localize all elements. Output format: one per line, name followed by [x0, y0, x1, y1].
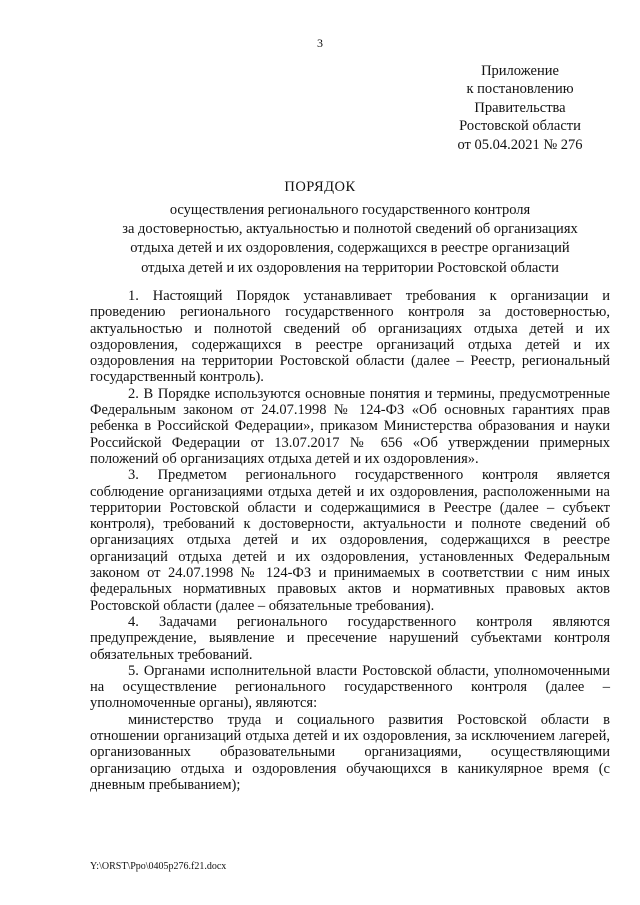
- paragraph-2: 2. В Порядке используются основные понятия и термины, предусмотренные Федеральным законом от 24.07.1998 № 124-ФЗ «Об основных гарантиях прав ребенка в Российской Федерации», приказом Министерства образования и науки Российской Федерации от 13.07.2017 № 656 «Об утверждении примерных положений об организациях отдыха детей и их оздоровления».: [90, 385, 610, 467]
- subtitle-line: за достоверностью, актуальностью и полнотой сведений об организациях: [122, 221, 578, 238]
- paragraph-5: 5. Органами исполнительной власти Ростовской области, уполномоченными на осуществление регионального государственного контроля (далее – уполномоченные органы), являются:: [90, 662, 610, 712]
- document-body: [90, 288, 610, 793]
- appendix-line: Ростовской области: [459, 118, 581, 135]
- document-title: ПОРЯДОК: [284, 179, 356, 195]
- paragraph-6: министерство труда и социального развития Ростовской области в отношении организаций отдыха детей и их оздоровления, за исключением лагерей, организованных образовательными организациями, осуществляющими организацию отдыха и оздоровления обучающихся в каникулярное время (с дневным пребыванием);: [90, 711, 610, 793]
- subtitle-line: осуществления регионального государственного контроля: [169, 202, 531, 218]
- paragraph-4: 4. Задачами регионального государственного контроля являются предупреждение, выявление и пресечение нарушений субъектами контроля обязательных требований.: [90, 613, 610, 663]
- paragraph-1: 1. Настоящий Порядок устанавливает требования к организации и проведению регионального государственного контроля за достоверностью, актуальностью и полнотой сведений об организациях отдыха детей и их оздоровления, содержащихся в реестре организаций отдыха детей и их оздоровления на территории Ростовской области (далее – Реестр, региональный государственный контроль).: [90, 288, 610, 386]
- document-subtitle: [90, 201, 610, 278]
- appendix-line: от 05.04.2021 № 276: [457, 136, 583, 153]
- subtitle-line: отдыха детей и их оздоровления, содержащихся в реестре организаций: [130, 240, 570, 257]
- page-number: 3: [317, 36, 323, 50]
- footer-file-path: Y:\ORST\Ppo\0405p276.f21.docx: [90, 861, 227, 872]
- appendix-line: Приложение: [481, 63, 559, 79]
- appendix-line: Правительства: [474, 99, 566, 116]
- paragraph-3: 3. Предметом регионального государственного контроля является соблюдение организациями отдыха детей и их оздоровления, расположенными на территории Ростовской области и содержащимися в Реестре (далее – субъект контроля), требований к достоверности, актуальности и полноте сведений об организациях отдыха детей и их оздоровления, содержащихся в реестре организаций отдыха детей и их оздоровления, установленных Федеральным законом от 24.07.1998 № 124-ФЗ и принимаемых в соответствии с ним иных федеральных нормативных правовых актов и нормативных правовых актов Ростовской области (далее – обязательные требования).: [90, 467, 610, 614]
- appendix-note: [430, 62, 610, 154]
- subtitle-line: отдыха детей и их оздоровления на территории Ростовской области: [141, 259, 559, 276]
- appendix-line: к постановлению: [466, 81, 574, 98]
